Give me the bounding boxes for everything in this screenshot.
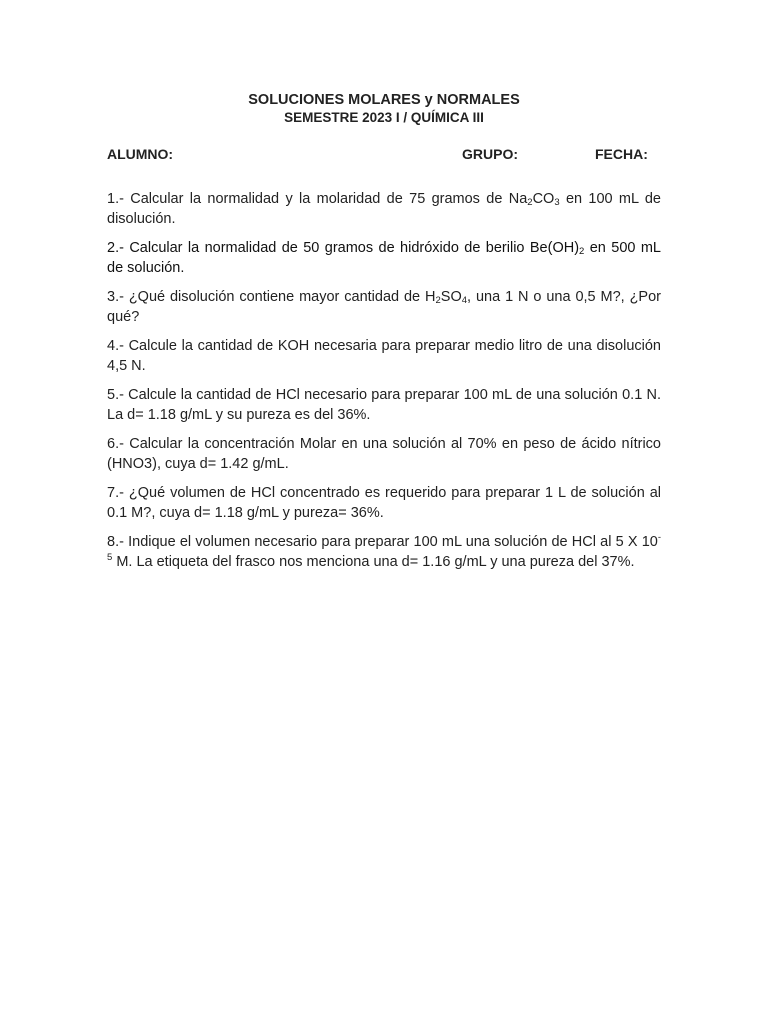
question-1-subscript-1: 2 xyxy=(527,197,533,208)
alumno-label: ALUMNO: xyxy=(107,146,174,162)
question-3-subscript-2: 4 xyxy=(461,295,468,306)
question-1-text-b: CO xyxy=(532,191,555,207)
question-2-text-b: en 500 mL de solución. xyxy=(107,240,661,276)
question-4: 4.- Calcule la cantidad de KOH necesaria para preparar medio litro de una disolución 4,5 N. xyxy=(107,338,661,374)
document-subtitle: SEMESTRE 2023 I / QUÍMICA III xyxy=(284,110,484,125)
question-2-text-a: 2.- Calcular la normalidad de 50 gramos de hidróxido de berilio Be(OH) xyxy=(107,240,580,256)
question-2 xyxy=(107,239,661,278)
student-info-row xyxy=(107,144,661,164)
question-3-text-c: , una 1 N o una 0,5 M?, ¿Por qué? xyxy=(107,289,661,325)
question-1-subscript-2: 3 xyxy=(554,197,560,208)
question-8 xyxy=(107,533,661,572)
question-1-text-a: 1.- Calcular la normalidad y la molaridad de 75 gramos de Na xyxy=(107,191,528,207)
question-6: 6.- Calcular la concentración Molar en una solución al 70% en peso de ácido nítrico (HNO3), cuya d= 1.42 g/mL. xyxy=(107,436,661,472)
fecha-label: FECHA: xyxy=(595,146,648,162)
question-2-subscript-1: 2 xyxy=(579,246,585,257)
question-1-text-c: en 100 mL de disolución. xyxy=(107,191,661,227)
question-3-text-a: 3.- ¿Qué disolución contiene mayor cantidad de H xyxy=(107,289,436,305)
question-3-subscript-1: 2 xyxy=(435,295,441,306)
question-3 xyxy=(107,288,661,327)
document-page xyxy=(107,92,661,582)
question-1 xyxy=(107,190,661,229)
question-8-superscript: -5 xyxy=(107,532,661,563)
question-5: 5.- Calcule la cantidad de HCl necesario para preparar 100 mL de una solución 0.1 N. La d= 1.18 g/mL y su pureza es del 36%. xyxy=(107,387,661,423)
question-8-text-a: 8.- Indique el volumen necesario para preparar 100 mL una solución de HCl al 5 X 10 xyxy=(107,534,658,550)
question-7: 7.- ¿Qué volumen de HCl concentrado es requerido para preparar 1 L de solución al 0.1 M?, cuya d= 1.18 g/mL y pureza= 36%. xyxy=(107,485,661,521)
document-title: SOLUCIONES MOLARES y NORMALES xyxy=(248,92,520,108)
grupo-label: GRUPO: xyxy=(462,146,518,162)
question-list xyxy=(107,190,661,572)
question-8-text-b: M. La etiqueta del frasco nos menciona una d= 1.16 g/mL y una pureza del 37%. xyxy=(112,553,635,570)
question-3-text-b: SO xyxy=(440,289,462,305)
